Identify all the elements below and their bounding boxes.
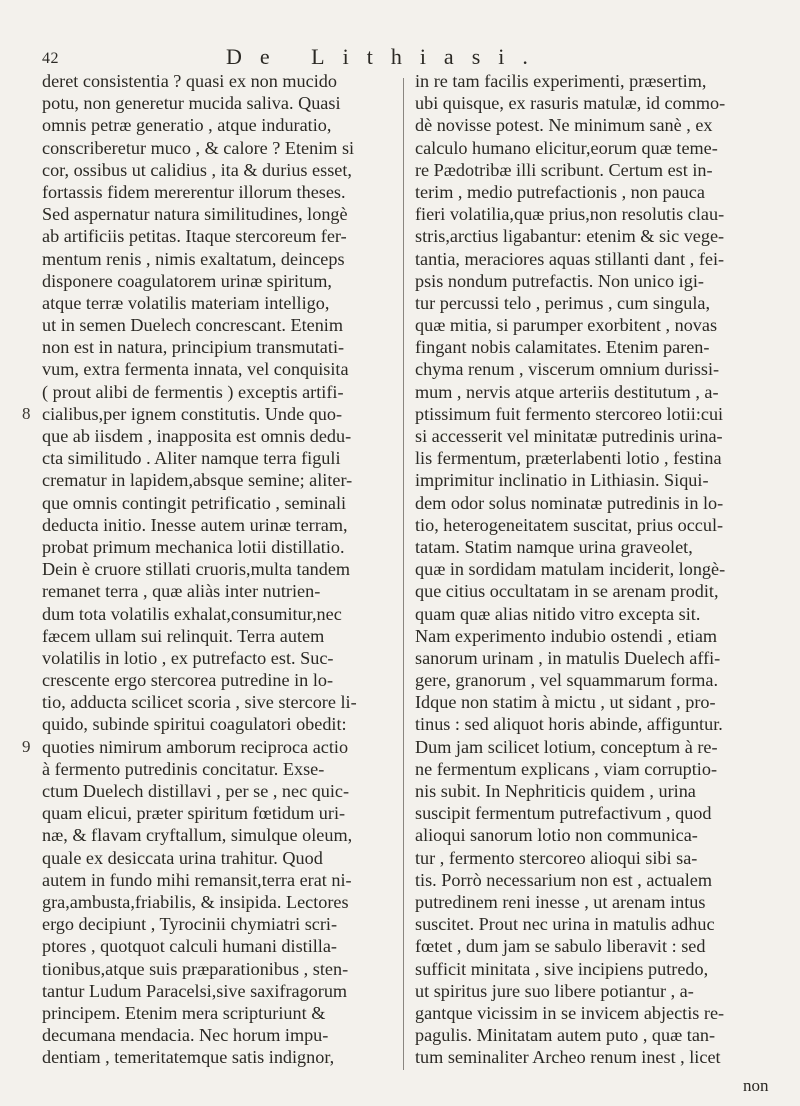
- text-line: tio, heterogeneitatem suscitat, prius occul-: [415, 514, 724, 535]
- text-line: fæcem ullam sui relinquit. Terra autem: [42, 625, 325, 646]
- text-line: deret consistentia ? quasi ex non mucido: [42, 71, 337, 91]
- text-line: ergo decipiunt , Tyrocinii chymiatri scri-: [42, 914, 338, 935]
- text-line: suscipit fermentum putrefactivum , quod: [415, 803, 712, 824]
- right-column: [415, 70, 777, 1068]
- text-line: gantque vicissim in se invicem abjectis re-: [415, 1002, 725, 1023]
- text-line: dem odor solus nominatæ putredinis in lo-: [415, 492, 724, 513]
- text-line: cta similitudo . Aliter namque terra figuli: [42, 448, 341, 469]
- text-line: dè novisse potest. Ne minimum sanè , ex: [415, 115, 713, 136]
- text-line: tatam. Statim namque urina graveolet,: [415, 536, 693, 557]
- text-line: fortassis fidem mererentur illorum theses.: [42, 181, 346, 202]
- text-line: atque terræ volatilis materiam intelligo,: [42, 292, 330, 313]
- text-line: putredinem reni inesse , ut arenam intus: [415, 891, 706, 912]
- text-line: remanet terra , quæ aliàs inter nutrien-: [42, 581, 321, 602]
- text-line: deducta initio. Inesse autem urinæ terram,: [42, 514, 348, 535]
- text-line: Dum jam scilicet lotium, conceptum à re-: [415, 736, 718, 757]
- text-line: ut in semen Duelech concrescant. Etenim: [42, 315, 343, 336]
- text-line: ptissimum fuit fermento stercoreo lotii:cui: [415, 403, 724, 424]
- text-line: re Pædotribæ illi scribunt. Certum est in-: [415, 159, 713, 180]
- text-line: quam elicui, præter spiritum fœtidum uri-: [42, 803, 346, 824]
- text-line: quoties nimirum amborum reciproca actio: [42, 736, 349, 757]
- margin-note-8: 8: [22, 404, 31, 423]
- text-line: stris,arctius ligabantur: etenim & sic vege-: [415, 226, 725, 247]
- text-line: Dein è cruore stillati cruoris,multa tandem: [42, 559, 351, 580]
- text-line: fingant nobis calamitates. Etenim paren-: [415, 337, 710, 358]
- text-line: cialibus,per ignem constitutis. Unde quo-: [42, 403, 343, 424]
- text-line: ne fermentum explicans , viam corruptio-: [415, 758, 718, 779]
- text-line: ubi quisque, ex rasuris matulæ, id commo-: [415, 93, 726, 114]
- text-line: mum , nervis atque arteriis destitutum , a-: [415, 381, 719, 402]
- text-line: Idque non statim à mictu , ut sidant , pro-: [415, 692, 716, 713]
- text-line: Nam experimento indubio ostendi , etiam: [415, 625, 718, 646]
- text-line: terim , medio putrefactionis , non pauca: [415, 181, 705, 202]
- text-line: volatilis in lotio , ex putrefacto est. Suc-: [42, 647, 334, 668]
- text-line: disponere coagulatorem urinæ spiritum,: [42, 270, 332, 291]
- text-line: chyma renum , viscerum omnium durissi-: [415, 359, 720, 380]
- catchword: non: [743, 1076, 769, 1095]
- text-line: tis. Porrò necessarium non est , actualem: [415, 869, 712, 890]
- text-line: sanorum urinam , in matulis Duelech affi-: [415, 647, 721, 668]
- text-line: ctum Duelech distillavi , per se , nec quic-: [42, 781, 350, 801]
- running-head: De Lithiasi.: [226, 44, 546, 69]
- text-line: autem in fundo mihi remansit,terra erat ni-: [42, 869, 352, 890]
- text-line: si accesserit vel minitatæ putredinis urina-: [415, 426, 723, 446]
- text-line: lis fermentum, præterlabenti lotio , festina: [415, 448, 722, 469]
- text-line: quale ex desiccata urina trahitur. Quod: [42, 847, 323, 868]
- text-line: tur , fermento stercoreo alioqui sibi sa-: [415, 847, 698, 868]
- text-line: fieri volatilia,quæ prius,non resolutis clau-: [415, 204, 725, 225]
- text-line: principem. Etenim mera scripturiunt &: [42, 1002, 326, 1023]
- text-line: ( prout alibi de fermentis ) exceptis artifi-: [42, 381, 344, 402]
- text-line: tantur Ludum Paracelsi,sive saxifragorum: [42, 980, 348, 1001]
- text-line: à fermento putredinis concitatur. Exse-: [42, 758, 325, 779]
- text-line: conscriberetur muco , & calore ? Etenim si: [42, 137, 355, 158]
- text-line: crematur in lapidem,absque semine; aliter-: [42, 470, 353, 491]
- text-line: cor, ossibus ut calidius , ita & durius esset,: [42, 159, 352, 180]
- text-line: tio, adducta scilicet scoria , sive stercore li-: [42, 692, 357, 713]
- text-line: quæ in sordidam matulam inciderit, longè-: [415, 559, 726, 580]
- text-line: imprimitur inclinatio in Lithiasin. Siqui-: [415, 470, 709, 491]
- text-line: tur percussi telo , perimus , cum singula,: [415, 292, 710, 313]
- column-rule: [403, 78, 404, 1070]
- text-line: omnis petræ generatio , atque induratio,: [42, 115, 332, 136]
- text-line: gere, granorum , vel squammarum forma.: [415, 670, 719, 691]
- text-line: alioqui sanorum lotio non communica-: [415, 825, 698, 846]
- text-line: ab artificiis petitas. Itaque stercoreum fer-: [42, 226, 347, 247]
- text-line: nis subit. In Nephriticis quidem , urina: [415, 781, 696, 801]
- text-line: non est in natura, principium transmutati-: [42, 337, 345, 358]
- text-line: que citius occultatam in se arenam prodit,: [415, 581, 719, 602]
- text-line: que omnis contingit petrificatio , seminali: [42, 492, 347, 513]
- text-line: tum seminaliter Archeo renum inest , licet: [415, 1047, 721, 1068]
- text-line: calculo humano elicitur,eorum quæ teme-: [415, 137, 718, 158]
- text-line: in re tam facilis experimenti, præsertim,: [415, 71, 707, 91]
- text-line: quam quæ alias nitido vitro excepta sit.: [415, 603, 701, 624]
- text-line: ptores , quotquot calculi humani distilla-: [42, 936, 337, 957]
- text-line: decumana mendacia. Nec horum impu-: [42, 1025, 329, 1046]
- text-line: potu, non generetur mucida saliva. Quasi: [42, 93, 341, 114]
- text-line: crescente ergo stercorea putredine in lo-: [42, 670, 334, 691]
- page-number: 42: [42, 50, 59, 67]
- text-line: sufficit minitata , sive incipiens putredo,: [415, 958, 709, 979]
- text-line: tionibus,atque suis præparationibus , sten-: [42, 958, 349, 979]
- text-line: ut spiritus jure suo libere potiantur , a-: [415, 980, 694, 1001]
- text-line: fœtet , dum jam se sabulo liberavit : sed: [415, 936, 706, 957]
- text-line: dentiam , temeritatemque satis indignor,: [42, 1047, 335, 1068]
- text-line: mentum renis , nimis exaltatum, deinceps: [42, 248, 345, 269]
- text-line: tinus : sed aliquot horis abinde, affiguntur.: [415, 714, 723, 735]
- left-column: [42, 70, 390, 1068]
- text-line: dum tota volatilis exhalat,consumitur,nec: [42, 603, 342, 624]
- text-line: psis nondum putrefactis. Non unico igi-: [415, 270, 704, 291]
- text-line: gra,ambusta,friabilis, & insipida. Lectores: [42, 891, 349, 912]
- margin-note-9: 9: [22, 737, 31, 756]
- text-line: probat primum mechanica lotii distillatio.: [42, 536, 345, 557]
- text-line: tantia, meraciores aquas stillanti dant , fei-: [415, 248, 725, 269]
- text-line: vum, extra fermenta innata, vel conquisita: [42, 359, 349, 380]
- text-line: pagulis. Minitatam autem puto , quæ tan-: [415, 1025, 716, 1046]
- text-line: Sed aspernatur natura similitudines, longè: [42, 204, 348, 225]
- text-line: næ, & flavam cryftallum, simulque oleum,: [42, 825, 353, 846]
- text-line: quido, subinde spiritui coagulatori obedit:: [42, 714, 347, 735]
- text-line: que ab iisdem , inapposita est omnis dedu-: [42, 426, 352, 446]
- text-line: quæ mitia, si parumper exorbitent , novas: [415, 315, 718, 336]
- text-line: suscitet. Prout nec urina in matulis adhuc: [415, 914, 715, 935]
